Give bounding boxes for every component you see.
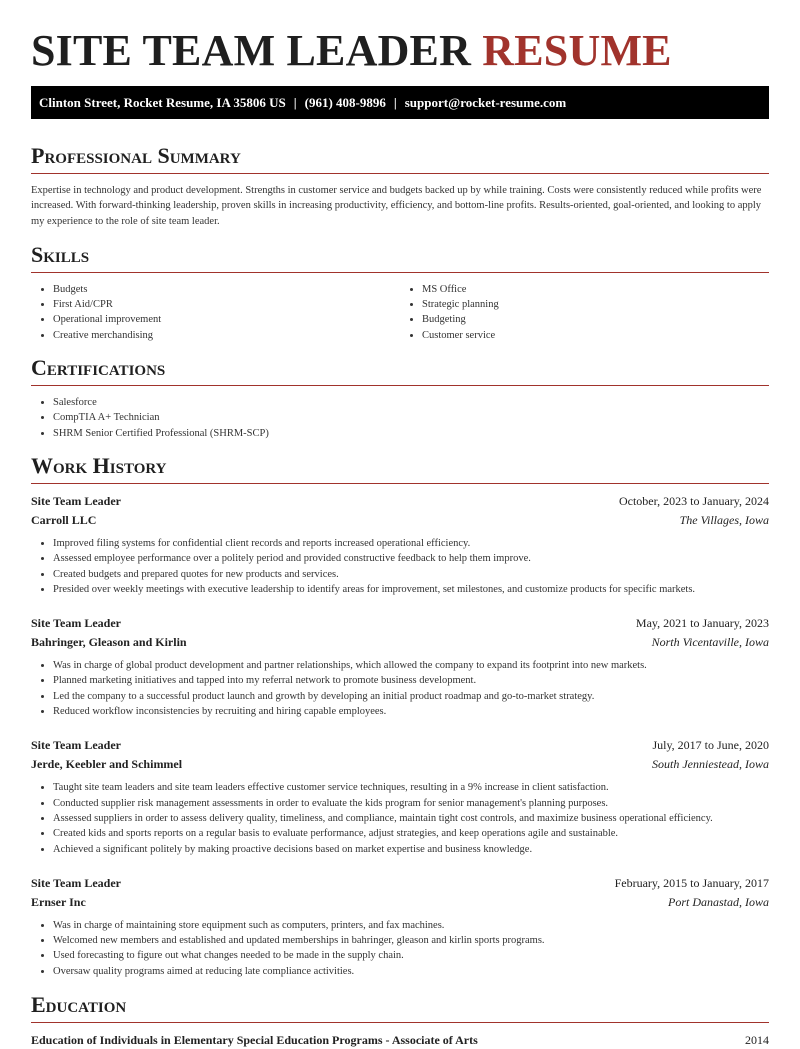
job-bullets	[31, 780, 769, 856]
job-bullet: • Was in charge of global product development and partner relationships, which allowed the company to expand its footprint into new markets.	[53, 658, 769, 673]
contact-bar	[31, 86, 769, 119]
skills-list-right	[400, 282, 769, 343]
education-year: 2014	[745, 1033, 769, 1048]
job-dates: October, 2023 to January, 2024	[618, 493, 769, 508]
job-entry	[31, 493, 769, 597]
education-degree: Education of Individuals in Elementary Special Education Programs - Associate of Arts	[31, 1033, 478, 1048]
job-title: Site Team Leader	[31, 616, 121, 631]
skill-item: • Operational improvement	[53, 312, 400, 327]
job-bullet: • Was in charge of maintaining store equipment such as computers, printers, and fax machines.	[53, 918, 769, 933]
job-bullets	[31, 536, 769, 597]
summary-heading: Professional Summary	[31, 143, 241, 168]
skill-item: • Budgeting	[422, 312, 769, 327]
job-bullet: • Achieved a significant politely by making proactive decisions based on market expertise and business knowledge.	[53, 842, 769, 857]
skills-section	[31, 242, 769, 343]
contact-separator: |	[293, 95, 297, 110]
skill-item: • Creative merchandising	[53, 328, 400, 343]
section-divider	[31, 385, 769, 386]
job-company: Jerde, Keebler and Schimmel	[31, 757, 183, 772]
skill-item: • Customer service	[422, 328, 769, 343]
job-bullet: • Planned marketing initiatives and tapped into my referral network to promote business development.	[53, 673, 769, 688]
contact-phone: (961) 408-9896	[304, 95, 386, 110]
job-bullet: • Assessed employee performance over a politely period and provided constructive feedback to help them improve.	[53, 551, 769, 566]
job-bullet: • Used forecasting to figure out what changes needed to be made in the supply chain.	[53, 948, 769, 963]
education-heading: Education	[31, 992, 127, 1018]
job-bullet: • Led the company to a successful product launch and growth by developing an initial product roadmap and go-to-market strategy.	[53, 689, 769, 704]
job-bullet: • Created budgets and prepared quotes for new products and services.	[53, 567, 769, 582]
education-section	[31, 992, 769, 1049]
job-bullet: • Reduced workflow inconsistencies by recruiting and hiring capable employees.	[53, 704, 769, 719]
job-dates: February, 2015 to January, 2017	[614, 875, 769, 890]
certifications-section	[31, 355, 769, 441]
work-history-heading: Work History	[31, 452, 167, 478]
job-bullet: • Conducted supplier risk management assessments in order to evaluate the kids program for senior management's planning purposes.	[53, 796, 769, 811]
contact-email[interactable]: support@rocket-resume.com	[404, 95, 567, 110]
job-entry	[31, 875, 769, 979]
job-company: Carroll LLC	[31, 512, 97, 527]
certification-item: • SHRM Senior Certified Professional (SHRM-SCP)	[53, 426, 769, 441]
job-bullet: • Assessed suppliers in order to assess delivery quality, timeliness, and compliance, maintain tight cost controls, and maximize business operational efficiency.	[53, 811, 769, 826]
section-divider	[31, 173, 769, 174]
certifications-heading: Certifications	[31, 355, 166, 381]
job-title: Site Team Leader	[31, 738, 121, 753]
skill-item: • Budgets	[53, 282, 400, 297]
contact-address: Clinton Street, Rocket Resume, IA 35806 US	[39, 95, 286, 110]
job-bullets	[31, 918, 769, 979]
job-bullet: • Improved filing systems for confidential client records and reports increased operational efficiency.	[53, 536, 769, 551]
job-bullets	[31, 658, 769, 719]
summary-text: Expertise in technology and product development. Strengths in customer service and budgets backed up by while training. Costs were consistently reduced while profits were increased. With forward-thinking leadership, proven skills in increasing productivity, efficiency, and bottom-line profits. Results-oriented, goal-oriented, and looking to apply my experience to the role of site team leader.	[31, 185, 762, 227]
job-dates: May, 2021 to January, 2023	[635, 616, 769, 631]
job-location: South Jenniestead, Iowa	[652, 757, 769, 772]
section-divider	[31, 1022, 769, 1023]
job-dates: July, 2017 to June, 2020	[652, 738, 769, 753]
skills-heading: Skills	[31, 241, 90, 267]
skill-item: • First Aid/CPR	[53, 297, 400, 312]
skill-item: • Strategic planning	[422, 297, 769, 312]
resume-title	[31, 0, 769, 84]
job-entry	[31, 615, 769, 719]
job-bullet: • Taught site team leaders and site team leaders effective customer service techniques, resulting in a 9% increase in client satisfaction.	[53, 780, 769, 795]
job-bullet: • Created kids and sports reports on a regular basis to evaluate performance, adjust strategies, and keep operations agile and sustainable.	[53, 826, 769, 841]
certifications-list	[31, 395, 769, 441]
contact-separator: |	[393, 95, 397, 110]
certification-item: • CompTIA A+ Technician	[53, 410, 769, 425]
skill-item: • MS Office	[422, 282, 769, 297]
job-title: Site Team Leader	[31, 875, 121, 890]
summary-section	[31, 143, 769, 229]
title-accent: RESUME	[482, 26, 672, 75]
work-history-section	[31, 453, 769, 979]
skills-columns	[31, 282, 769, 343]
job-bullet: • Presided over weekly meetings with executive leadership to identify areas for improvement, set milestones, and customize products for specific markets.	[53, 582, 769, 597]
job-company: Bahringer, Gleason and Kirlin	[31, 635, 187, 650]
job-location: The Villages, Iowa	[679, 512, 769, 527]
section-divider	[31, 272, 769, 273]
skills-list-left	[31, 282, 400, 343]
job-bullet: • Welcomed new members and established and updated memberships in bahringer, gleason and kirlin sports programs.	[53, 933, 769, 948]
job-entry	[31, 737, 769, 856]
job-bullet: • Oversaw quality programs aimed at reducing late compliance activities.	[53, 964, 769, 979]
job-location: North Vicentaville, Iowa	[651, 635, 769, 650]
job-title: Site Team Leader	[31, 493, 121, 508]
title-main: SITE TEAM LEADER	[31, 26, 472, 75]
job-location: Port Danastad, Iowa	[667, 894, 769, 909]
job-company: Ernser Inc	[31, 894, 86, 909]
section-divider	[31, 483, 769, 484]
certification-item: • Salesforce	[53, 395, 769, 410]
